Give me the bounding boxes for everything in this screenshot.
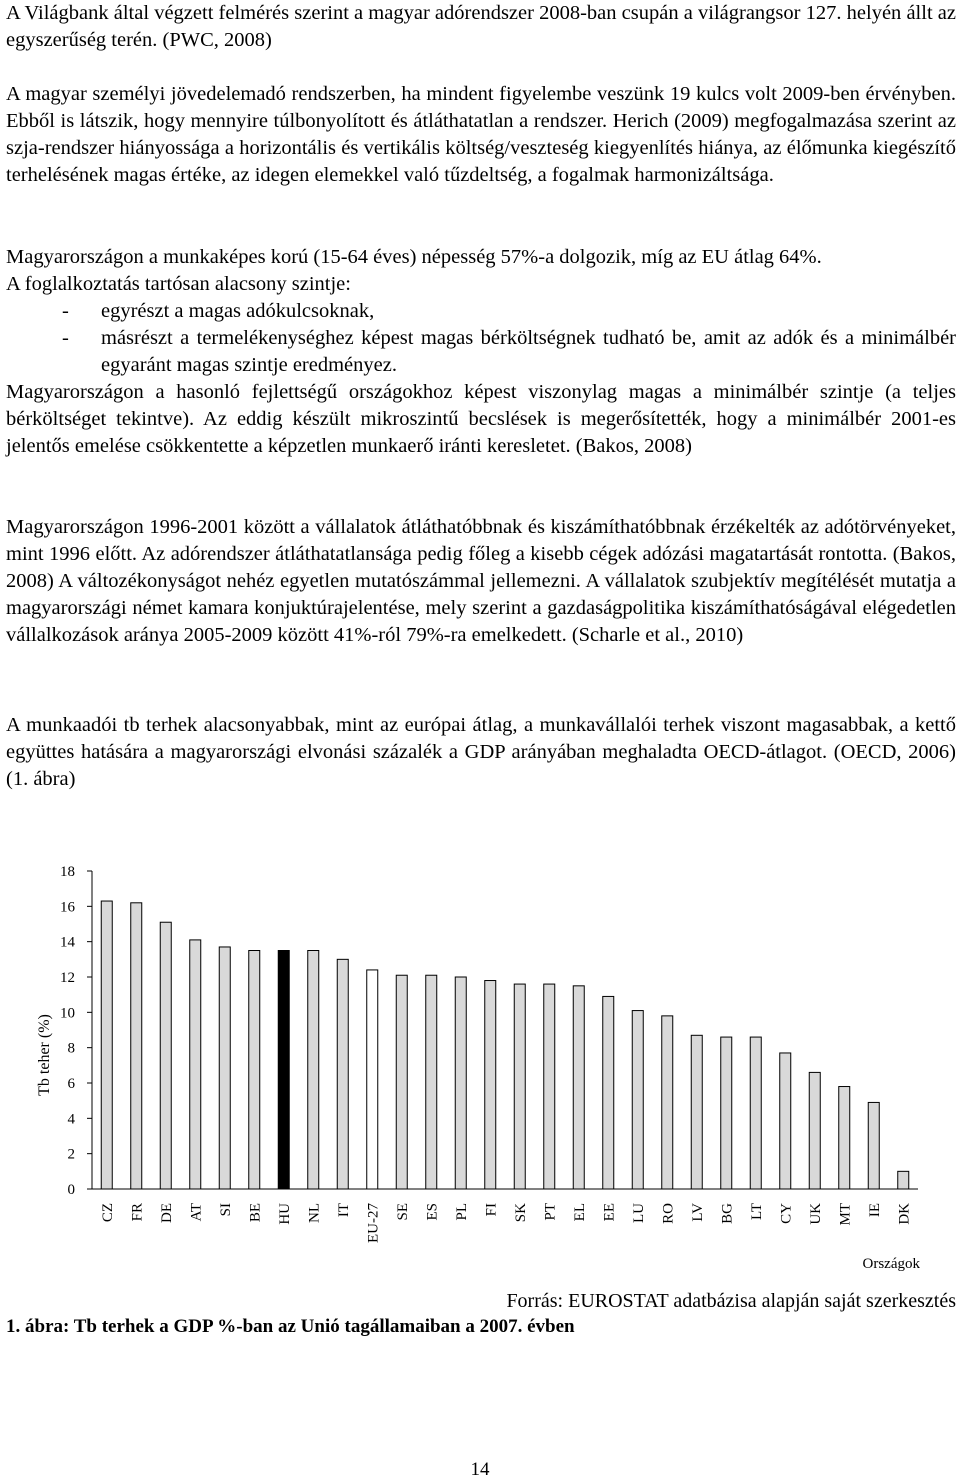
bar-cz	[101, 901, 112, 1189]
bar-be	[249, 951, 260, 1190]
x-tick-label: NL	[306, 1203, 323, 1223]
bar-nl	[308, 951, 319, 1190]
bar-lu	[632, 1011, 643, 1189]
y-tick-label: 16	[60, 899, 75, 916]
bar-uk	[809, 1072, 820, 1189]
bar-se	[396, 975, 407, 1189]
bar-el	[573, 986, 584, 1189]
paragraph-minimum-wage: Magyarországon a hasonló fejlettségű országokhoz képest viszonylag magas a minimálbér szintje (a teljes bérköltséget tekintve). Az eddig készült mikroszintű becslések is megerősítették, hogy a minimálbér 2001-es jelentős emelése csökkentette a képzetlen munkaerő iránti keresletet. (Bakos, 2008)	[6, 381, 956, 457]
x-tick-label: CY	[778, 1203, 795, 1224]
y-axis-title: Tb teher (%)	[36, 1014, 53, 1096]
list-item-text: egyrészt a magas adókulcsoknak,	[101, 300, 375, 322]
y-tick-label: 14	[60, 934, 75, 951]
list-item	[6, 298, 956, 325]
bar-hu	[278, 951, 289, 1190]
bar-pl	[455, 977, 466, 1189]
bar-de	[160, 922, 171, 1189]
bar-ie	[868, 1102, 879, 1189]
x-tick-label: IE	[866, 1203, 883, 1218]
bar-ro	[662, 1016, 673, 1189]
bar-es	[426, 975, 437, 1189]
x-tick-label: PL	[453, 1203, 470, 1221]
x-tick-label: EU-27	[365, 1203, 382, 1243]
x-tick-label: EE	[601, 1203, 618, 1222]
x-tick-label: DE	[158, 1203, 175, 1223]
bar-ee	[603, 996, 614, 1189]
x-tick-label: ES	[424, 1203, 441, 1221]
list-item-text: másrészt a termelékenységhez képest magas bérköltségnek tudható be, amit az adók és a minimálbér egyaránt magas szintje eredményez.	[101, 327, 956, 376]
x-tick-label: AT	[188, 1203, 205, 1222]
y-tick-label: 18	[60, 864, 75, 880]
bar-sk	[514, 984, 525, 1189]
x-tick-label: DK	[896, 1203, 913, 1225]
y-tick-label: 0	[67, 1182, 75, 1198]
bar-mt	[839, 1087, 850, 1189]
x-tick-label: UK	[807, 1203, 824, 1225]
x-tick-label: SE	[394, 1203, 411, 1221]
bar-lv	[691, 1035, 702, 1189]
paragraph-contributions: A munkaadói tb terhek alacsonyabbak, mint az európai átlag, a munkavállalói terhek viszont magasabbak, a kettő együttes hatására a magyarországi elvonási százalék a GDP arányában meghaladta OECD-átlagot. (OECD, 2006)(1. ábra)	[6, 714, 956, 790]
bar-si	[219, 947, 230, 1189]
list-dash: -	[62, 300, 69, 322]
x-tick-label: HU	[276, 1203, 293, 1225]
y-tick-label: 8	[67, 1040, 75, 1057]
paragraph-worldbank: A Világbank által végzett felmérés szerint a magyar adórendszer 2008-ban csupán a világrangsor 127. helyén állt az egyszerűség terén. (PWC, 2008)	[6, 2, 956, 51]
x-tick-label: SI	[217, 1203, 234, 1217]
x-tick-label: EL	[571, 1203, 588, 1222]
bar-cy	[780, 1053, 791, 1189]
x-tick-label: LU	[630, 1203, 647, 1223]
x-tick-label: BE	[247, 1203, 264, 1223]
bar-eu-27	[367, 970, 378, 1189]
bar-pt	[544, 984, 555, 1189]
x-tick-label: RO	[660, 1203, 677, 1224]
y-tick-label: 12	[60, 970, 75, 986]
bar-dk	[898, 1171, 909, 1189]
y-tick-label: 6	[67, 1076, 75, 1092]
x-tick-label: IT	[335, 1203, 352, 1218]
x-tick-label: LV	[689, 1203, 706, 1222]
paragraph-szja: A magyar személyi jövedelemadó rendszerben, ha mindent figyelembe veszünk 19 kulcs volt 2009-ben érvényben. Ebből is látszik, hogy mennyire túlbonyolított és átláthatatlan a rendszer. Herich (2009) megfogalmazása szerint az szja-rendszer hiányossága a horizontális és vertikális költség/veszteség kiegyenlítés hiánya, az élőmunka kiegészítő terhelésének magas értéke, az idegen elemekkel való tűzdeltség, a fogalmak harmonizáltsága.	[6, 83, 956, 186]
paragraph-tax-transparency: Magyarországon 1996-2001 között a vállalatok átláthatóbbnak és kiszámíthatóbbnak érzékelték az adótörvényeket, mint 1996 előtt. Az adórendszer átláthatatlansága pedig főleg a kisebb cégek adózási magatartását rontotta. (Bakos, 2008) A változékonyságot nehéz egyetlen mutatószámmal jellemezni. A vállalatok szubjektív megítélését mutatja a magyarországi német kamara konjuktúrajelentése, mely szerint a gazdaságpolitika kiszámíthatóságával elégedetlen vállalkozások aránya 2005-2009 között 41%-ról 79%-ra emelkedett. (Scharle et al., 2010)	[6, 516, 956, 646]
y-tick-label: 2	[67, 1146, 75, 1163]
y-tick-label: 4	[67, 1111, 75, 1128]
x-tick-label: FI	[483, 1203, 500, 1217]
x-tick-label: BG	[719, 1203, 736, 1224]
y-tick-label: 10	[60, 1005, 75, 1022]
paragraph-employment-low: A foglalkoztatás tartósan alacsony szintje:	[6, 273, 351, 295]
x-tick-label: SK	[512, 1203, 529, 1223]
bar-lt	[750, 1037, 761, 1189]
x-tick-label: LT	[748, 1203, 765, 1220]
bar-fi	[485, 981, 496, 1189]
x-axis-title: Országok	[862, 1256, 920, 1272]
list-dash: -	[62, 327, 69, 349]
x-tick-label: PT	[542, 1203, 559, 1221]
x-tick-label: CZ	[99, 1203, 116, 1223]
bar-fr	[131, 903, 142, 1189]
paragraph-employment-rate: Magyarországon a munkaképes korú (15-64 éves) népesség 57%-a dolgozik, míg az EU átlag 64%.	[6, 246, 822, 268]
list-item	[6, 325, 956, 379]
bar-at	[190, 940, 201, 1189]
bar-bg	[721, 1037, 732, 1189]
x-tick-label: FR	[129, 1203, 146, 1222]
figure-caption: 1. ábra: Tb terhek a GDP %-ban az Unió tagállamaiban a 2007. évben	[6, 1316, 575, 1337]
tb-burden-bar-chart	[0, 850, 960, 1280]
reasons-list	[6, 298, 956, 379]
bar-it	[337, 959, 348, 1189]
figure-source: Forrás: EUROSTAT adatbázisa alapján saját szerkesztés	[506, 1290, 956, 1312]
x-tick-label: MT	[837, 1203, 854, 1226]
page-number: 14	[470, 1459, 490, 1480]
